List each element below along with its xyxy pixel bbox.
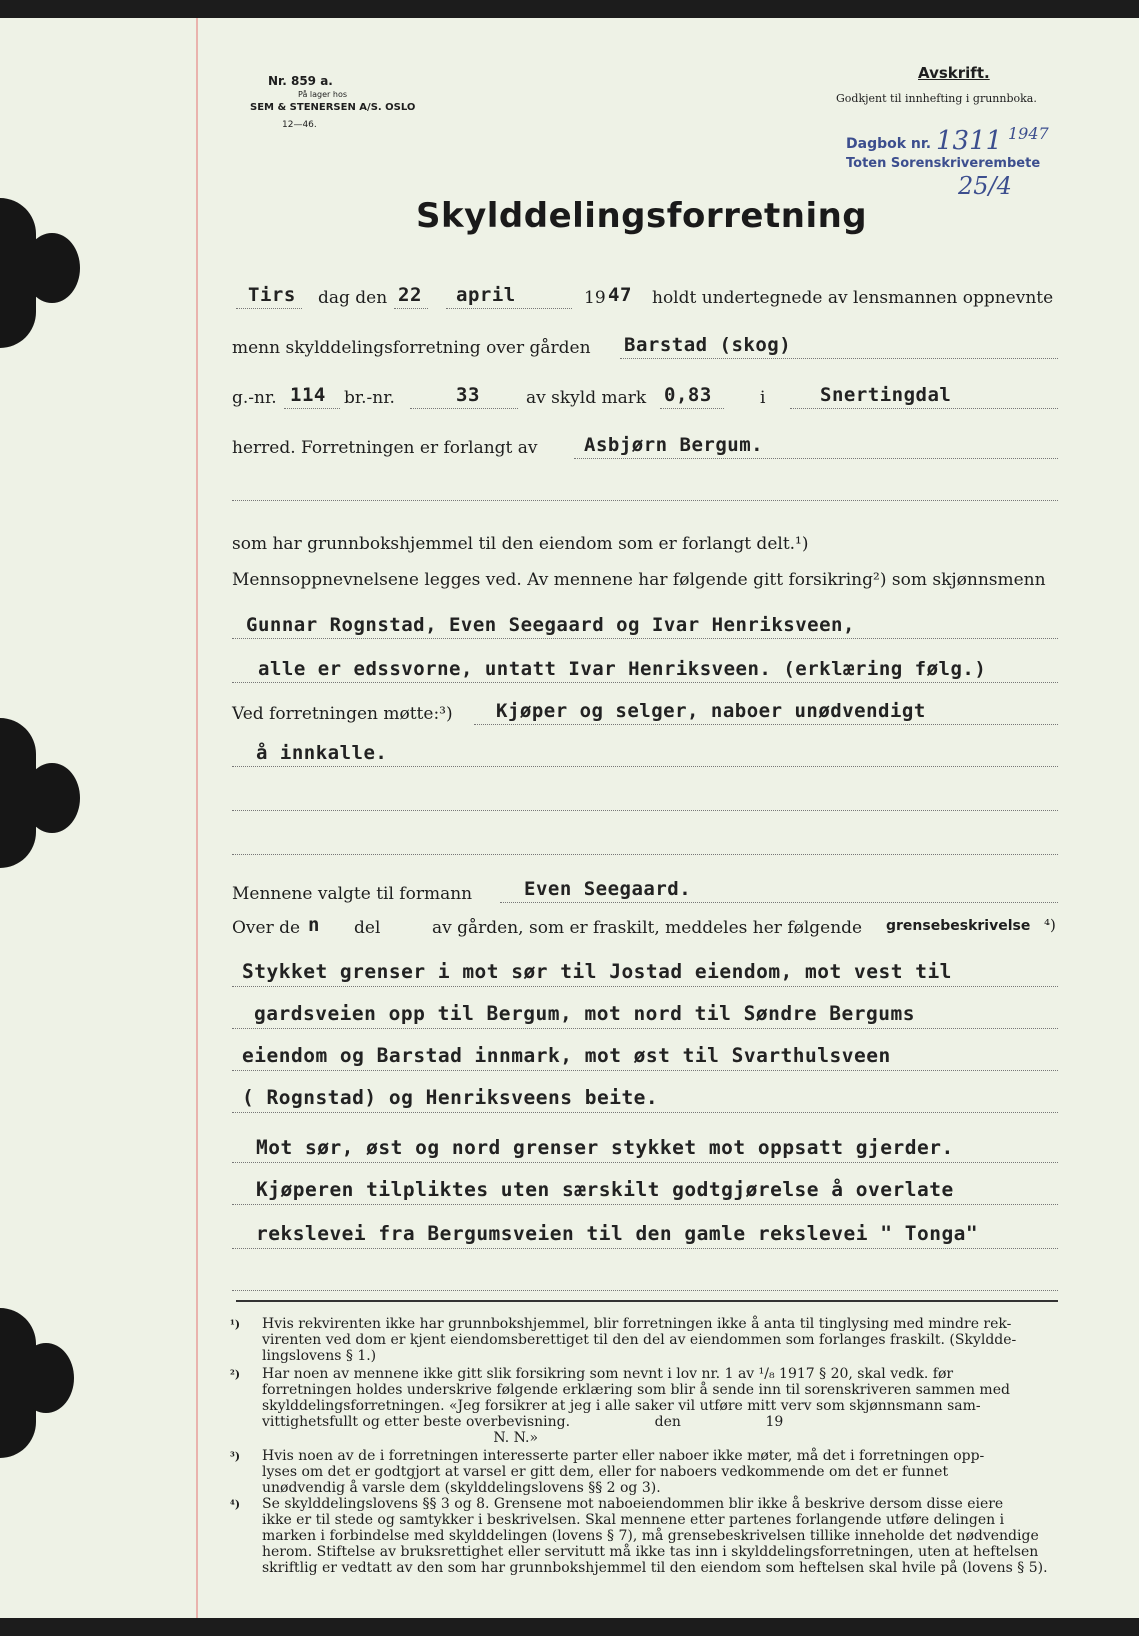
form-number: Nr. 859 a. bbox=[268, 74, 333, 88]
publisher-line-1: På lager hos bbox=[298, 90, 347, 99]
boundary-label: av gården, som er fraskilt, meddeles her følgende bbox=[432, 918, 863, 938]
stamp-date: 25/4 bbox=[958, 172, 1012, 200]
footnote-4-mark: ⁴) bbox=[230, 1498, 241, 1511]
over-label: Over de bbox=[232, 918, 301, 938]
day-value: 22 bbox=[398, 284, 422, 306]
stamp-office: Toten Sorenskriverembete bbox=[846, 156, 1041, 171]
year-suffix: 47 bbox=[608, 284, 632, 306]
mark-label: av skyld mark bbox=[526, 388, 647, 408]
chair-value: Even Seegaard. bbox=[524, 878, 692, 900]
footnote-1-mark: ¹) bbox=[230, 1318, 241, 1331]
footnote-4-line-1: Se skylddelingslovens §§ 3 og 8. Grensene mot naboeiendommen blir ikke å beskrive dersom disse eiere bbox=[262, 1496, 1004, 1512]
stamp-number: 1311 bbox=[936, 126, 1003, 156]
attended-line-1: Kjøper og selger, naboer unødvendigt bbox=[496, 700, 926, 722]
boundary-line-7: rekslevei fra Bergumsveien til den gamle rekslevei " Tonga" bbox=[256, 1222, 979, 1245]
footnote-2-line-1: Har noen av mennene ikke gitt slik forsikring som nevnt i lov nr. 1 av ¹/₈ 1917 § 20, skal vedk. før bbox=[262, 1366, 954, 1382]
requester-value: Asbjørn Bergum. bbox=[584, 434, 764, 456]
footnote-1-line-1: Hvis rekvirenten ikke har grunnbokshjemmel, blir forretningen ikke å anta til tinglysing med mindre rek- bbox=[262, 1316, 1012, 1332]
footnote-2-line-4: vittighetsfullt og etter beste overbevisning. den 19 bbox=[262, 1414, 784, 1430]
menn-text: Mennsoppnevnelsene legges ved. Av mennene har følgende gitt forsikring²) som skjønnsmenn bbox=[232, 570, 1046, 590]
publisher-line-2: SEM & STENERSEN A/S. OSLO bbox=[250, 102, 416, 113]
over-fill: n bbox=[308, 914, 320, 936]
copy-label: Avskrift. bbox=[918, 64, 990, 82]
men-line-2: alle er edssvorne, untatt Ivar Henriksveen. (erklæring følg.) bbox=[258, 658, 987, 680]
punch-hole-middle-circle bbox=[24, 763, 80, 833]
approval-note: Godkjent til innhefting i grunnboka. bbox=[836, 92, 1037, 105]
boundary-line-6: Kjøperen tilpliktes uten særskilt godtgjørelse å overlate bbox=[256, 1178, 954, 1201]
document-page bbox=[0, 18, 1139, 1618]
boundary-line-2: gardsveien opp til Bergum, mot nord til Søndre Bergums bbox=[254, 1002, 915, 1025]
mark-value: 0,83 bbox=[664, 384, 712, 406]
farm-label: menn skylddelingsforretning over gården bbox=[232, 338, 591, 358]
footnote-2-line-3: skylddelingsforretningen. «Jeg forsikrer at jeg i alle saker vil utføre mitt verv som skjønnsmann sam- bbox=[262, 1398, 981, 1414]
brnr-label: br.-nr. bbox=[344, 388, 395, 408]
footnote-2-mark: ²) bbox=[230, 1368, 241, 1381]
boundary-line-5: Mot sør, øst og nord grenser stykket mot oppsatt gjerder. bbox=[256, 1136, 954, 1159]
footnote-4-line-5: skriftlig er vedtatt av den som har grunnbokshjemmel til den eiendom som heftelsen skal hvile på (lovens § 5). bbox=[262, 1560, 1048, 1576]
stamp-year: 1947 bbox=[1008, 124, 1049, 143]
gnr-label: g.-nr. bbox=[232, 388, 277, 408]
footnote-4-line-4: herom. Stiftelse av bruksrettighet eller servitutt må ikke tas inn i skylddelingsforretningen, uten at heftelsen bbox=[262, 1544, 1039, 1560]
month-value: april bbox=[456, 284, 516, 306]
footnote-3-mark: ³) bbox=[230, 1450, 241, 1463]
held-text: holdt undertegnede av lensmannen oppnevnte bbox=[652, 288, 1054, 308]
footnote-3-line-1: Hvis noen av de i forretningen interesserte parter eller naboer ikke møter, må det i forretningen opp- bbox=[262, 1448, 985, 1464]
men-line-1: Gunnar Rognstad, Even Seegaard og Ivar Henriksveen, bbox=[246, 614, 855, 636]
attended-line-2: å innkalle. bbox=[256, 742, 388, 764]
footnote-4-line-3: marken i forbindelse med skylddelingen (lovens § 7), må grensebeskrivelsen tillike inneholde det nødvendige bbox=[262, 1528, 1039, 1544]
farm-value: Barstad (skog) bbox=[624, 334, 792, 356]
footnote-1-line-3: lingslovens § 1.) bbox=[262, 1348, 377, 1364]
stamp-dagbok-label: Dagbok nr. bbox=[846, 136, 932, 152]
punch-hole-bottom-circle bbox=[18, 1343, 74, 1413]
boundary-line-4: ( Rognstad) og Henriksveens beite. bbox=[242, 1086, 659, 1109]
gnr-value: 114 bbox=[290, 384, 326, 406]
footnote-separator bbox=[236, 1300, 1058, 1302]
weekday-value: Tirs bbox=[248, 284, 296, 306]
margin-line bbox=[196, 18, 198, 1618]
document-title: Skylddelingsforretning bbox=[416, 196, 868, 236]
boundary-bold: grensebeskrivelse bbox=[886, 918, 1031, 934]
attended-label: Ved forretningen møtte:³) bbox=[232, 704, 453, 724]
footnote-3-line-3: unødvendig å varsle dem (skylddelingslovens §§ 2 og 3). bbox=[262, 1480, 661, 1496]
footnote-1-line-2: virenten ved dom er kjent eiendomsberettiget til den del av eiendommen som forlanges fraskilt. (Skyldde- bbox=[262, 1332, 1017, 1348]
boundary-line-3: eiendom og Barstad innmark, mot øst til Svarthulsveen bbox=[242, 1044, 891, 1067]
footnote-3-line-2: lyses om det er godtgjort at varsel er gitt dem, eller for naboers vedkommende om det er funnet bbox=[262, 1464, 949, 1480]
punch-hole-top-circle bbox=[24, 233, 80, 303]
district-value: Snertingdal bbox=[820, 384, 952, 406]
footnote-4-line-2: ikke er til stede og samtykker i beskrivelsen. Skal mennene etter partenes forlangende utføre delingen i bbox=[262, 1512, 1005, 1528]
day-label: dag den bbox=[318, 288, 388, 308]
boundary-mark: ⁴) bbox=[1044, 916, 1056, 934]
grunnbok-text: som har grunnbokshjemmel til den eiendom som er forlangt delt.¹) bbox=[232, 534, 809, 554]
footnote-2-line-5: N. N.» bbox=[262, 1430, 539, 1446]
in-label: i bbox=[760, 388, 766, 408]
brnr-value: 33 bbox=[456, 384, 480, 406]
footnote-2-line-2: forretningen holdes underskrive følgende erklæring som blir å sende inn til sorenskriveren sammen med bbox=[262, 1382, 1010, 1398]
boundary-line-1: Stykket grenser i mot sør til Jostad eiendom, mot vest til bbox=[242, 960, 952, 983]
del-label: del bbox=[354, 918, 381, 938]
publisher-line-3: 12—46. bbox=[282, 120, 317, 130]
year-prefix: 19 bbox=[584, 288, 606, 308]
herred-label: herred. Forretningen er forlangt av bbox=[232, 438, 538, 458]
chair-label: Mennene valgte til formann bbox=[232, 884, 473, 904]
